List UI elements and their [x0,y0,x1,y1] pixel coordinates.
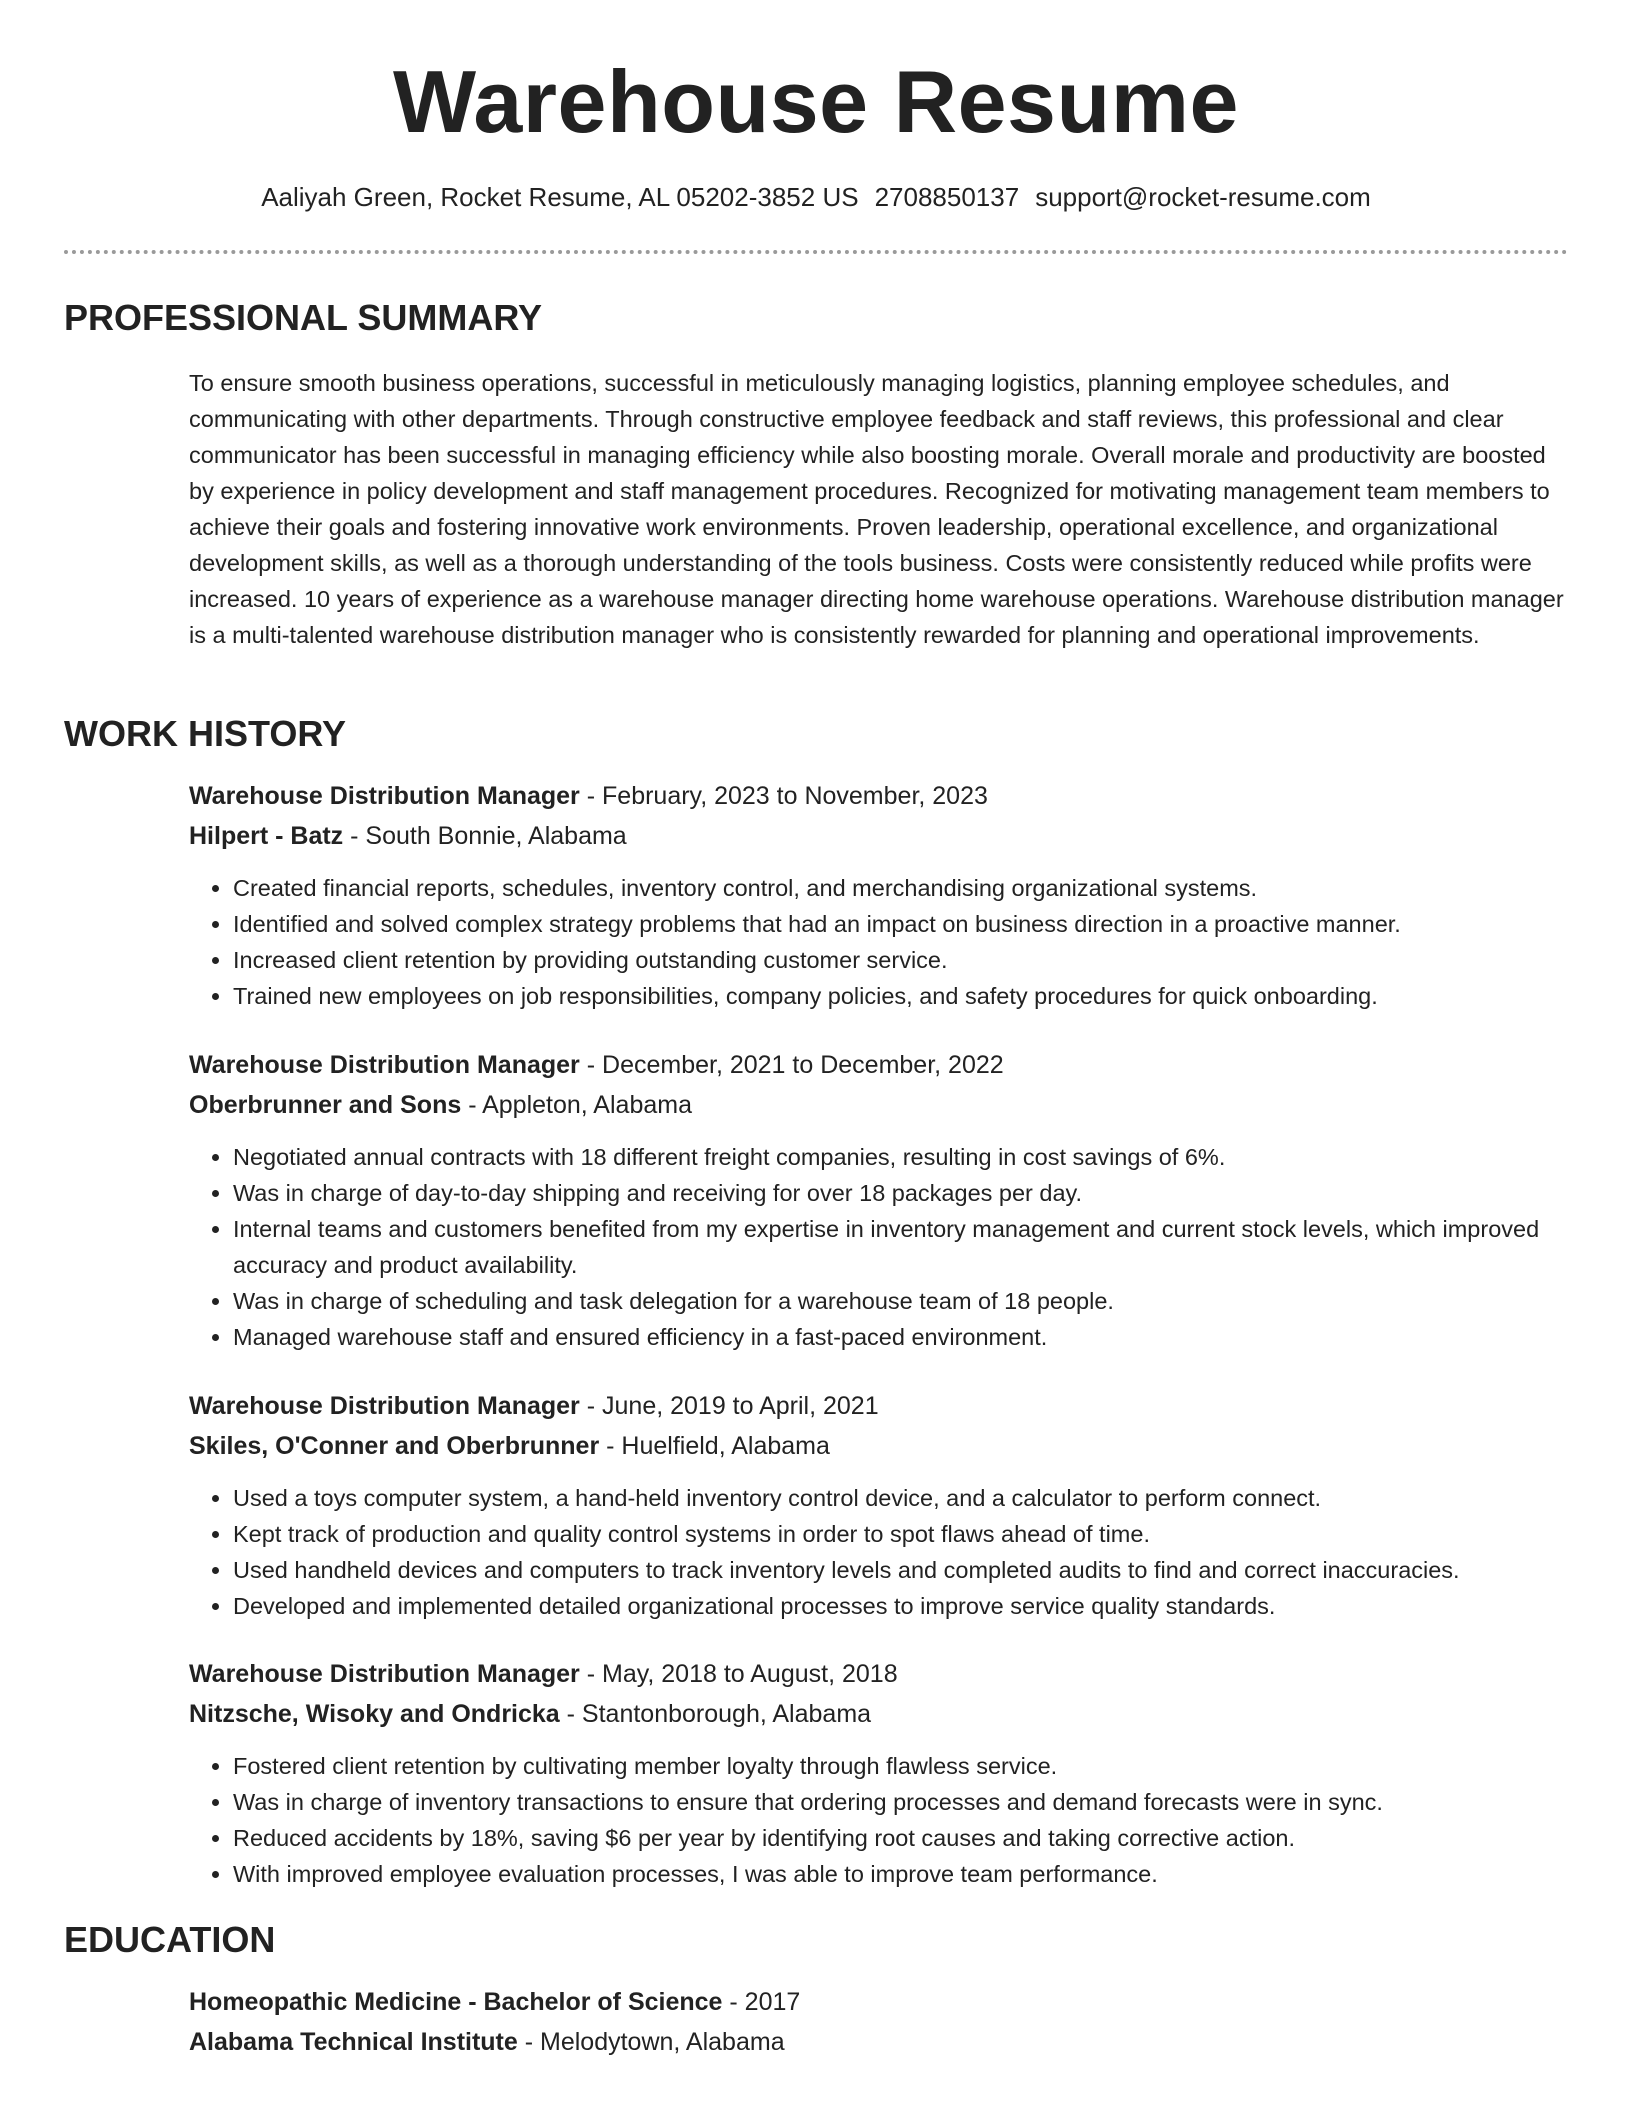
job-title-line [189,1388,1569,1428]
job-bullet: • Kept track of production and quality control systems in order to spot flaws ahead of time. [233,1516,1569,1552]
contact-phone: 2708850137 [874,182,1020,212]
education-school: Alabama Technical Institute [189,2028,518,2056]
job-company: Skiles, O'Conner and Oberbrunner [189,1432,600,1460]
education-degree: Homeopathic Medicine - Bachelor of Science [189,1988,723,2016]
education-year: - 2017 [722,1988,801,2016]
job-bullet: • Developed and implemented detailed organizational processes to improve service quality standards. [233,1588,1569,1624]
education-school-line [189,2024,1569,2064]
job-company: Hilpert - Batz [189,822,344,850]
job-bullet: • Trained new employees on job responsibilities, company policies, and safety procedures for quick onboarding. [233,978,1569,1014]
job-bullet: • Fostered client retention by cultivating member loyalty through flawless service. [233,1748,1569,1784]
job-bullets [189,1748,1569,1892]
summary-heading: PROFESSIONAL SUMMARY [64,297,543,338]
header-divider [64,250,1568,254]
job-entry [189,1656,1569,1892]
job-location: - Stantonborough, Alabama [559,1700,872,1728]
education-heading: EDUCATION [64,1919,276,1960]
job-bullet: • Managed warehouse staff and ensured efficiency in a fast-paced environment. [233,1319,1569,1355]
job-title-line [189,1656,1569,1696]
education-entry [189,1984,1569,2064]
job-bullet: • Negotiated annual contracts with 18 different freight companies, resulting in cost savings of 6%. [233,1139,1569,1175]
job-company-line [189,1428,1569,1468]
job-bullet: • Was in charge of day-to-day shipping and receiving for over 18 packages per day. [233,1175,1569,1211]
job-bullet: • Identified and solved complex strategy problems that had an impact on business direction in a proactive manner. [233,906,1569,942]
job-location: - South Bonnie, Alabama [343,822,627,850]
job-bullet: • Reduced accidents by 18%, saving $6 per year by identifying root causes and taking corrective action. [233,1820,1569,1856]
summary-text: To ensure smooth business operations, successful in meticulously managing logistics, planning employee schedules, and communicating with other departments. Through constructive employee feedback and staff reviews, this professional and clear communicator has been successful in managing efficiency while also boosting morale. Overall morale and productivity are boosted by experience in policy development and staff management procedures. Recognized for motivating management team members to achieve their goals and fostering innovative work environments. Proven leadership, operational excellence, and organizational development skills, as well as a thorough understanding of the tools business. Costs were consistently reduced while profits were increased. 10 years of experience as a warehouse manager directing home warehouse operations. Warehouse distribution manager is a multi-talented warehouse distribution manager who is consistently rewarded for planning and operational improvements. [189,370,1564,648]
job-company-line [189,1696,1569,1736]
job-bullet: • With improved employee evaluation processes, I was able to improve team performance. [233,1856,1569,1892]
education-location: - Melodytown, Alabama [517,2028,785,2056]
job-title-line [189,1047,1569,1087]
job-dates: - December, 2021 to December, 2022 [579,1051,1004,1079]
job-company-line [189,818,1569,858]
contact-email: support@rocket-resume.com [1035,182,1371,212]
contact-address: Aaliyah Green, Rocket Resume, AL 05202-3852 US [261,182,859,212]
job-bullet: • Used a toys computer system, a hand-held inventory control device, and a calculator to perform connect. [233,1480,1569,1516]
job-entry [189,1388,1569,1624]
job-bullet: • Increased client retention by providing outstanding customer service. [233,942,1569,978]
job-company-line [189,1087,1569,1127]
job-title: Warehouse Distribution Manager [189,1660,580,1688]
job-bullet: • Used handheld devices and computers to track inventory levels and completed audits to find and correct inaccuracies. [233,1552,1569,1588]
education-degree-line [189,1984,1569,2024]
job-location: - Appleton, Alabama [461,1091,692,1119]
contact-line [0,180,1632,214]
job-company: Oberbrunner and Sons [189,1091,462,1119]
job-bullets [189,1480,1569,1624]
job-title: Warehouse Distribution Manager [189,1392,580,1420]
job-title: Warehouse Distribution Manager [189,782,580,810]
job-bullet: • Was in charge of inventory transactions to ensure that ordering processes and demand forecasts were in sync. [233,1784,1569,1820]
job-bullets [189,870,1569,1014]
resume-title: Warehouse Resume [393,52,1239,151]
job-title: Warehouse Distribution Manager [189,1051,580,1079]
job-bullet: • Was in charge of scheduling and task delegation for a warehouse team of 18 people. [233,1283,1569,1319]
job-bullets [189,1139,1569,1355]
job-bullet: • Created financial reports, schedules, inventory control, and merchandising organizational systems. [233,870,1569,906]
job-dates: - June, 2019 to April, 2021 [579,1392,879,1420]
job-dates: - May, 2018 to August, 2018 [579,1660,898,1688]
job-dates: - February, 2023 to November, 2023 [579,782,988,810]
job-bullet: • Internal teams and customers benefited from my expertise in inventory management and current stock levels, which improved accuracy and product availability. [233,1211,1569,1283]
work-history-heading: WORK HISTORY [64,713,347,754]
job-location: - Huelfield, Alabama [599,1432,830,1460]
job-title-line [189,778,1569,818]
job-entry [189,1047,1569,1355]
job-entry [189,778,1569,1014]
job-company: Nitzsche, Wisoky and Ondricka [189,1700,560,1728]
